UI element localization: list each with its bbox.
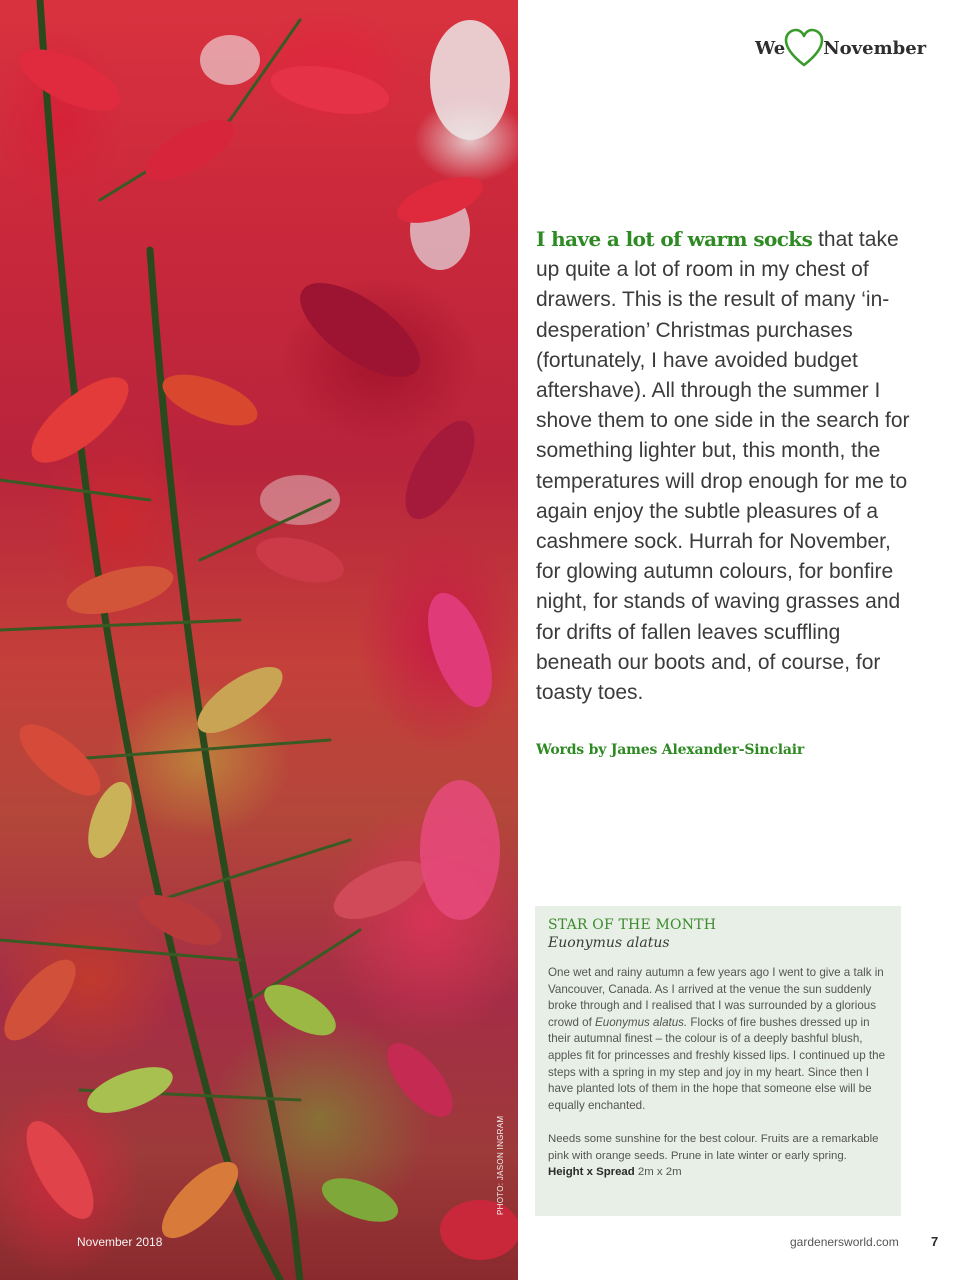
- star-size-label: Height x Spread: [548, 1166, 635, 1179]
- star-title: STAR OF THE MONTH: [548, 917, 717, 933]
- star-of-month-box: [535, 906, 901, 1216]
- section-header: [755, 28, 945, 68]
- footer-url: gardenersworld.com: [790, 1235, 899, 1249]
- article-text: that take up quite a lot of room in my chest of drawers. This is the result of many ‘in-desperation’ Christmas purchases (fortunately, I have avoided budget aftershave). All through the summer I shove them to one side in the search for something lighter but, this month, the temperatures will drop enough for me to again enjoy the subtle pleasures of a cashmere sock. Hurrah for November, for glowing autumn colours, for bonfire night, for stands of waving grasses and for drifts of fallen leaves scuffling beneath our boots and, of course, for toasty toes.: [536, 228, 910, 705]
- header-word-we: We: [755, 37, 786, 59]
- star-care-text: Needs some sunshine for the best colour. Fruits are a remarkable pink with orange seeds. Prune in late winter or early spring.: [548, 1133, 879, 1162]
- article-lead: I have a lot of warm socks: [536, 227, 813, 251]
- star-size-value: 2m x 2m: [634, 1166, 682, 1179]
- article-body: [536, 224, 916, 708]
- article-byline: Words by James Alexander-Sinclair: [536, 742, 804, 758]
- header-word-november: November: [823, 37, 927, 59]
- photo-credit: PHOTO: JASON INGRAM: [496, 1115, 505, 1215]
- star-description: [548, 965, 888, 1114]
- star-desc-plant: Euonymus alatus.: [595, 1015, 688, 1029]
- page-number: 7: [931, 1234, 939, 1249]
- star-desc-part2: Flocks of fire bushes dressed up in their autumnal finest – the colour is of a deeply bashful blush, apples fit for princesses and freshly kissed lips. I continued up the steps with a spring in my step and joy in my heart. Since then I have planted lots of them in the hope that someone else will be equally enchanted.: [548, 1015, 886, 1112]
- star-care-info: [548, 1131, 888, 1180]
- star-plant-name: Euonymus alatus: [548, 935, 670, 951]
- issue-date: November 2018: [77, 1235, 163, 1249]
- heart-outline-icon: [781, 25, 827, 71]
- star-desc-part1: One wet and rainy autumn a few years ago I went to give a talk in Vancouver, Canada. As I arrived at the venue the sun suddenly broke through and I realised that I was surrounded by a glorious crowd of: [548, 966, 884, 1029]
